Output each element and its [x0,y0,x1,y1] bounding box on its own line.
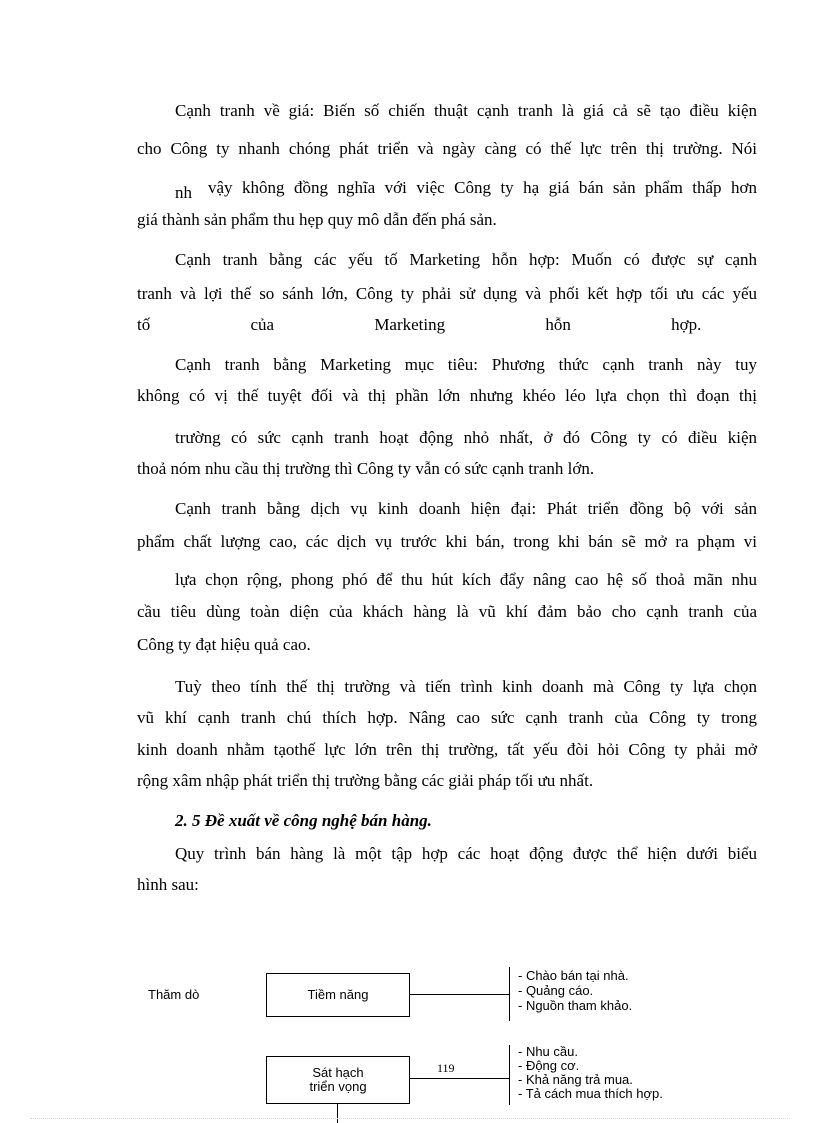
text-line: Cạnh tranh bằng Marketing mục tiêu: Phương thức cạnh tranh này tuy [175,355,757,374]
box-label: Tiềm năng [307,987,369,1002]
stage-label: Thăm dò [148,987,200,1002]
text-line: Cạnh tranh về giá: Biến số chiến thuật cạnh tranh là giá cả sẽ tạo điều kiện [175,101,757,120]
text-line: không có vị thế tuyệt đối và thị phần lớn nhưng khéo léo lựa chọn thì đoạn thị [137,386,757,405]
down-connector-line [337,1103,338,1123]
list-item: - Nhu cầu. [518,1044,578,1059]
text-line: kinh doanh nhằm tạothế lực lớn trên thị trường, tất yếu đòi hỏi Công ty phải mở [137,740,757,759]
connector-line [409,994,509,995]
list-item: - Nguồn tham khảo. [518,998,633,1013]
text-line: thoả nóm nhu cầu thị trường thì Công ty vẫn có sức cạnh tranh lớn. [137,459,595,478]
text-line: vũ khí cạnh tranh chú thích hợp. Nâng cao sức cạnh tranh của Công ty trong [137,708,757,727]
text-line: lựa chọn rộng, phong phó để thu hút kích đẩy nâng cao hệ số thoả mãn nhu [175,570,757,589]
box-label-line1: Sát hạch [312,1065,364,1080]
list-item: - Tả cách mua thích hợp. [518,1086,663,1101]
text-line: phẩm chất lượng cao, các dịch vụ trước khi bán, trong khi bán sẽ mở ra phạm vi [137,532,757,551]
text-line: rộng xâm nhập phát triển thị trường bằng các giải pháp tối ưu nhất. [137,771,594,790]
text-line: Tuỳ theo tính thế thị trường và tiến trình kinh doanh mà Công ty lựa chọn [175,677,757,696]
page-bottom-divider [30,1118,790,1119]
text-line: Cạnh tranh bằng các yếu tố Marketing hỗn hợp: Muốn có được sự cạnh [175,250,757,269]
text-line-fragment: nh [175,183,192,202]
bracket-line [509,1045,510,1105]
section-heading: 2. 5 Đề xuất về công nghệ bán hàng. [175,811,432,830]
text-line: Công ty đạt hiệu quả cao. [137,635,311,654]
list-item: - Khả năng trả mua. [518,1072,633,1087]
text-line: tố của Marketing hỗn hợp. [137,315,702,334]
list-item: - Quảng cáo. [518,983,594,998]
box-tiem-nang [266,973,410,1017]
bracket-line [509,967,510,1021]
text-line: cầu tiêu dùng toàn diện của khách hàng là vũ khí đảm bảo cho cạnh tranh của [137,602,757,621]
text-line: vậy không đồng nghĩa với việc Công ty hạ giá bán sản phẩm thấp hơn [208,178,757,197]
text-line: Quy trình bán hàng là một tập hợp các hoạt động được thể hiện dưới biểu [175,844,757,863]
text-line: cho Công ty nhanh chóng phát triển và ngày càng có thế lực trên thị trường. Nói [137,139,757,158]
text-line: tranh và lợi thế so sánh lớn, Công ty phải sử dụng và phối kết hợp tối ưu các yếu [137,284,757,303]
page-number: 119 [437,1061,455,1075]
connector-line [409,1078,509,1079]
box-label-line2: triển vọng [309,1079,367,1094]
text-line: Cạnh tranh bằng dịch vụ kinh doanh hiện đại: Phát triển đồng bộ với sản [175,499,757,518]
text-line: trường có sức cạnh tranh hoạt động nhỏ nhất, ở đó Công ty có điều kiện [175,428,757,447]
text-line: hình sau: [137,875,199,894]
box-sat-hach [266,1056,410,1104]
list-item: - Động cơ. [518,1058,580,1073]
list-item: - Chào bán tại nhà. [518,968,629,983]
text-line: giá thành sản phẩm thu hẹp quy mô dẫn đến phá sản. [137,210,497,229]
